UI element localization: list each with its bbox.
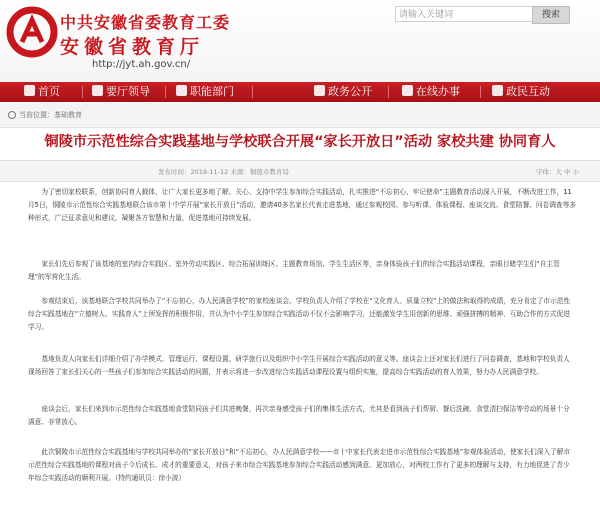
nav-item-leaders[interactable] (92, 82, 150, 102)
site-title-department: 安徽省教育厅 (60, 36, 205, 58)
article-paragraph: 为了密切家校联系，创新协同育人载体，让广大家长更多地了解、关心、支持中学生参加综合实践活动，扎实推进“不忘初心、牢记使命”主题教育活动深入开展，不断改进工作，11月5日，铜陵市示范性综合实践基地联合该市第十中学开展“家长开放日”活动，邀请40多名家长代表走进基地，通过参观校园、参与听课、体验课程、座谈交流、食堂陪餐、问卷调查等多种形式，广泛征求意见和建议，凝聚各方智慧和力量，促进基地可持续发展。 (28, 188, 576, 222)
search-input[interactable]: 请输入关键词 (395, 6, 533, 22)
article-paragraph: 家长们先后参观了该基地的室内综合实践区、室外劳动实践区、综合拓展训练区、主题教育场馆、学生生活区等，亲身体验孩子们的综合实践活动课程，亲眼目睹学生们“自主管理”的军营化生活。 (28, 260, 560, 281)
nav-item-gov-affairs[interactable] (314, 82, 372, 102)
article-title: 铜陵市示范性综合实践基地与学校联合开展“家长开放日”活动 家校共建 协同育人 (44, 134, 556, 150)
nav-label: 政民互动 (506, 85, 550, 98)
location-icon (8, 111, 16, 119)
department-icon (176, 85, 187, 96)
home-icon (24, 85, 35, 96)
site-header (0, 0, 600, 82)
search-button[interactable]: 搜索 (532, 6, 570, 24)
nav-item-departments[interactable] (176, 82, 234, 102)
service-icon (402, 85, 413, 96)
nav-label: 职能部门 (190, 85, 234, 98)
main-nav (0, 82, 600, 102)
nav-label: 在线办事 (416, 85, 460, 98)
nav-divider (165, 86, 166, 98)
affairs-icon (314, 85, 325, 96)
nav-item-online-services[interactable] (402, 82, 460, 102)
publish-info: 发布时间：2019-11-12 来源：铜陵市教育局 (158, 168, 289, 176)
leader-icon (92, 85, 103, 96)
nav-divider (252, 86, 253, 98)
site-url[interactable]: http://jyt.ah.gov.cn/ (92, 59, 191, 70)
nav-divider (388, 86, 389, 98)
font-size-switcher[interactable]: 字体：大 中 小 (536, 168, 580, 176)
article-paragraph: 参观结束后，该基地联合学校共同举办了“不忘初心，办人民满意学校”的家校座谈会。学校负责人介绍了学校在“文化育人、质量立校”上的做法和取得的成绩，充分肯定了市示范性综合实践基地在“立德树人、实践育人”上所发挥的积极作用，并认为中小学生参加综合实践活动不仅不会影响学习，还能激发学生用创新的思维、顽强拼搏的精神、互助合作的方式促进学习。 (28, 297, 571, 331)
article-paragraph: 基地负责人向家长们详细介绍了办学模式、管理运行、课程设置、研学旅行以及组织中小学生开展综合实践活动的意义等。座谈会上还对家长们进行了问卷调查，基地和学校负责人现场回答了家长们关心的一些孩子们参加综合实践活动的问题，并表示将进一步改进综合实践活动课程设置与组织实施，提高综合实践活动的育人效果，努力办人民满意学校。 (28, 355, 570, 376)
article-paragraph: 座谈会后，家长们来到市示范性综合实践基地食堂陪同孩子们共进晚餐，再次亲身感受孩子们的集体生活方式，尤其是看到孩子们帮厨、餐后洗碗、食堂清扫保洁等劳动的场景十分满意、非常放心。 (28, 405, 570, 426)
site-title-committee: 中共安徽省委教育工委 (60, 13, 231, 32)
nav-label: 政务公开 (328, 85, 372, 98)
article-meta (0, 160, 600, 182)
nav-item-home[interactable] (24, 82, 60, 102)
breadcrumb (0, 103, 600, 128)
nav-divider (82, 86, 83, 98)
article-paragraph: 此次铜陵市示范性综合实践基地与学校共同举办的“家长开放日”和“不忘初心，办人民满意学校——市十中家长代表走进市示范性综合实践基地”参观体验活动，使家长们深入了解市示范性综合实践基地的课程对孩子今后成长、成才的重要意义，对孩子来市综合实践基地参加综合实践活动感到满意、更加放心，对两校工作有了更多的理解与支持，有力地促进了青少年综合实践活动的顺利开展。（特约通讯员：徐小波） (28, 448, 571, 482)
nav-divider (480, 86, 481, 98)
site-logo-icon[interactable] (6, 6, 58, 58)
breadcrumb-text[interactable]: 当前位置：基础教育 (19, 111, 82, 119)
nav-label: 要厅领导 (106, 85, 150, 98)
nav-label: 首页 (38, 85, 60, 98)
interaction-icon (492, 85, 503, 96)
nav-item-interaction[interactable] (492, 82, 550, 102)
